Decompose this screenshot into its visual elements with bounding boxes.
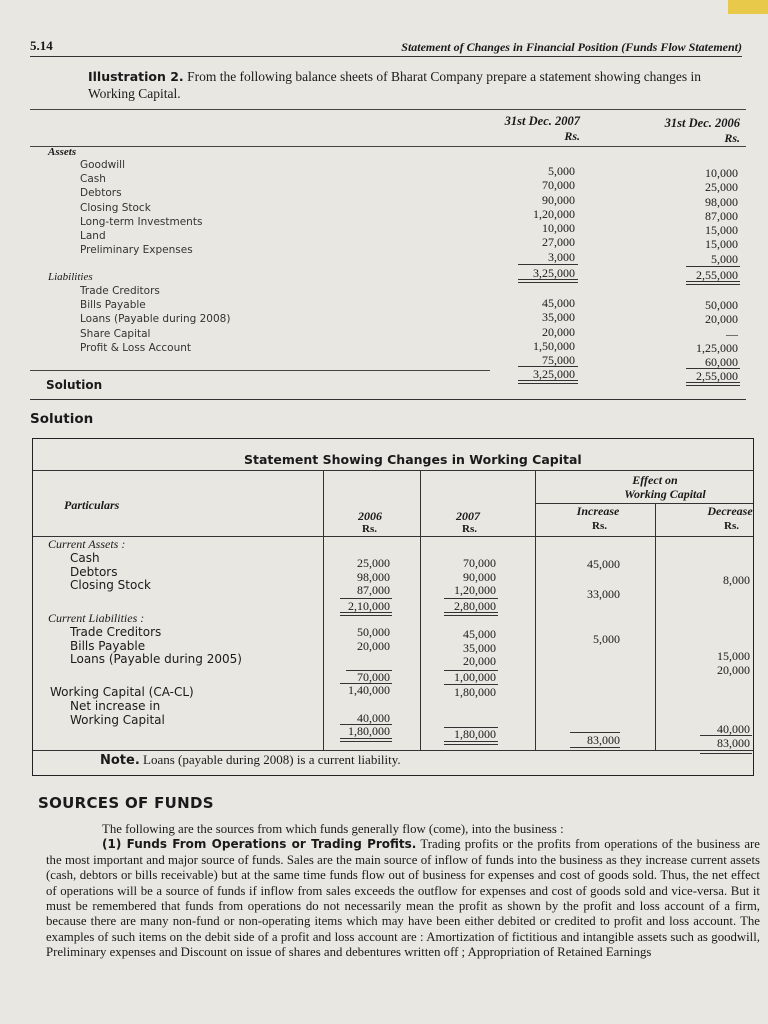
assets-2006-values: [650, 166, 738, 266]
asset-value-2006: 15,000: [705, 223, 738, 238]
liabilities-2006-values: [650, 298, 738, 369]
current-asset-name: Closing Stock: [70, 578, 151, 592]
liabilities-list: [80, 284, 230, 355]
liability-value-2007: 35,000: [542, 310, 575, 325]
final-2007: 1,80,000: [454, 727, 496, 741]
point-1-body: Trading profits or the profits from operations of the business are the most important and major source of funds. Sales are the main source of inflow of funds into the business as they increase current assets (cash, debtors or bills receivable) but at the same time funds flow out of business for expenses and cost of goods sold. Thus, the net effect of operations will be a source of funds if inflow from sales exceeds the outflow for expenses and cost of goods sold and vice-versa. But it must be remembered that funds from operations do not necessarily mean the profit as shown by the profit and loss account of a firm, because there are many non-fund or non-operating items which may have been either debited or credited to profit and loss account. The examples of such items on the debit side of a profit and loss account are : Amortization of fictitious and intangible assets such as goodwill, Preliminary expenses and Discount on issue of shares and debentures written off ; Appropriation of Retained Earnings: [46, 837, 760, 960]
current-asset-2006: 25,000: [357, 556, 390, 570]
col-2007-head: 2007: [456, 509, 480, 523]
asset-value-2006: 98,000: [705, 194, 738, 209]
ca-total-2007: 2,80,000: [454, 599, 496, 613]
net-increase-label-2: Working Capital: [70, 713, 165, 727]
current-liability-2006: [330, 653, 390, 667]
asset-name: Goodwill: [80, 159, 125, 171]
wc-2007: 1,80,000: [454, 685, 496, 699]
bs-col-2006-head: 31st Dec. 2006 Rs.: [664, 116, 740, 145]
asset-value-2006: 5,000: [711, 251, 738, 266]
wc-2006: 1,40,000: [348, 683, 390, 697]
page-number: 5.14: [30, 38, 53, 53]
particulars-head: Particulars: [64, 498, 120, 512]
liabilities-2007-values: [490, 296, 575, 367]
asset-value-2006: 87,000: [705, 208, 738, 223]
cl-2006-values: [330, 626, 390, 667]
liability-value-2006: 60,000: [705, 355, 738, 370]
working-capital-head: Working Capital: [624, 487, 706, 501]
working-capital-label: Working Capital (CA-CL): [50, 685, 194, 699]
asset-value-2007: 70,000: [542, 178, 575, 193]
cl-total-2006: 70,000: [357, 670, 390, 684]
point-1-heading: (1) Funds From Operations or Trading Profits.: [102, 837, 417, 852]
liabilities-total-2006: 2,55,000: [696, 369, 738, 383]
current-asset-2006: 87,000: [357, 583, 390, 597]
current-liability-2006: 50,000: [357, 625, 390, 639]
cl-total-2007: 1,00,000: [454, 670, 496, 684]
assets-list: [80, 158, 202, 257]
current-assets-label: Current Assets :: [48, 537, 126, 551]
bs-col-2007-head: 31st Dec. 2007 Rs.: [504, 114, 580, 143]
asset-value-2007: 90,000: [542, 192, 575, 207]
bills-decrease: 15,000: [717, 649, 750, 663]
liability-value-2006: 50,000: [705, 298, 738, 312]
balance-sheet-head-rule: [30, 146, 746, 147]
liability-value-2006: 20,000: [705, 312, 738, 327]
ca-total-2006: 2,10,000: [348, 599, 390, 613]
assets-2007-rule: [518, 264, 578, 265]
asset-name: Land: [80, 230, 106, 243]
current-liabilities-names: [70, 626, 242, 667]
asset-name: Debtors: [80, 187, 122, 200]
assets-total-2007: 3,25,000: [533, 266, 575, 280]
liabilities-label: Liabilities: [48, 271, 93, 283]
liability-name: Share Capital: [80, 327, 151, 340]
ca-2007-values: [432, 557, 496, 598]
asset-name: Long-term Investments: [80, 215, 203, 228]
current-liabilities-label: Current Liabilities :: [48, 611, 145, 625]
liability-name: Profit & Loss Account: [80, 341, 192, 354]
current-liability-name: Bills Payable: [70, 638, 146, 653]
asset-value-2006: 15,000: [705, 237, 738, 252]
liabilities-total-2007: 3,25,000: [533, 367, 575, 381]
current-liability-2007: 35,000: [463, 640, 496, 655]
net-increase-decrease: 40,000: [717, 722, 750, 736]
asset-value-2007: 10,000: [542, 221, 575, 236]
net-increase-2006: 40,000: [357, 711, 390, 725]
final-2006: 1,80,000: [348, 724, 390, 738]
current-asset-2007: 70,000: [463, 556, 496, 570]
running-header: [30, 34, 742, 57]
running-title: Statement of Changes in Financial Position (Funds Flow Statement): [401, 40, 742, 54]
liability-name: Loans (Payable during 2008): [80, 313, 231, 326]
asset-value-2007: 27,000: [542, 235, 575, 250]
liability-name: Bills Payable: [80, 299, 146, 312]
cash-increase: 45,000: [587, 557, 620, 571]
note-text: Loans (payable during 2008) is a current liability.: [143, 752, 401, 767]
asset-value-2006: 25,000: [705, 180, 738, 195]
decrease-head: Decrease: [707, 504, 753, 518]
solution-heading: Solution: [30, 411, 94, 427]
final-decrease: 83,000: [717, 736, 750, 750]
assets-2007-values: [490, 164, 575, 264]
stock-increase: 33,000: [587, 587, 620, 601]
cl-2007-values: [432, 628, 496, 669]
effect-head: Effect on: [632, 473, 678, 487]
current-liability-2007: 20,000: [463, 654, 496, 668]
debtors-decrease: 8,000: [723, 573, 750, 587]
current-asset-2007: 1,20,000: [454, 583, 496, 597]
statement-note: [100, 752, 401, 768]
asset-value-2006: 10,000: [705, 166, 738, 180]
current-asset-name: Debtors: [70, 564, 118, 579]
balance-sheet-bottom-rule: [30, 399, 746, 400]
sources-point-1: [46, 837, 760, 960]
sources-intro: The following are the sources from which funds generally flow (come), into the business :: [102, 822, 564, 836]
liability-value-2007: 20,000: [542, 324, 575, 339]
illustration-text: [30, 68, 742, 102]
liability-value-2006: —: [726, 326, 738, 341]
current-liability-name: Trade Creditors: [70, 625, 162, 639]
sources-of-funds-heading: SOURCES OF FUNDS: [38, 794, 214, 812]
current-assets-names: [70, 552, 151, 593]
note-label: Note.: [100, 753, 140, 768]
balance-sheet-top-rule: [30, 109, 746, 110]
ca-2006-values: [330, 557, 390, 598]
statement-title: Statement Showing Changes in Working Capital: [244, 452, 582, 467]
current-liability-2007: 45,000: [463, 627, 496, 641]
asset-name: Closing Stock: [80, 201, 151, 214]
book-page: 5.14 Statement of Changes in Financial Position (Funds Flow Statement) Illustration 2. From the following balance sheets of Bharat Company prepare a statement showing changes in Working Capital. 31st Dec. 2007 Rs. 31st Dec. 2006 Rs. Assets Goodwill Cash Debtors Closing Stock Long-term Investments Land Preliminary Expenses 5,000 70,000 90,000 1,20,000 10,000 27,000 3,000 10,000 25,000 98,000 87,000 15,000 15,000 5,000 3,25,000 2,55,000 Liabilities Trade Creditors Bills Payable Loans (Payable during 2008) Share Capital Profit & Loss Account 45,000 35,000 20,000 1,50,000 75,000 50,000 20,000 — 1,25,000 60,000 3,25,000 2,55,000 Solution Solution Statement Showing Changes in Working Capital Particulars 2006 Rs. 2007 Rs. Effect on Working Capital Increase Rs. Decrease Rs. Current Assets : Cash Debtors Closing Stock 25,000 98,000 87,000 70,000 90,000 1,20,000 45,000 8,000 33,000 2,10,000 2,80,000 Current Liabilities : Trade Creditors Bills Payable Loans (Payable during 2005) 50,000 20,000 45,000 35,000 20,000 5,000 15,000 20,000 70,000 1,00,000 Working Capital (CA-CL) 1,40,000 1,80,000 Net increase in Working Capital 40,000 1,80,000 40,000 1,80,000 83,000 83,000 Note. Loans (payable during 2008) is a current liability. SOURCES OF FUNDS The following are the sources from which funds generally flow (come), into the business : (1) Funds From Operations or Trading Profits. Trading profits or the profits from operations of the business are the most important and major source of funds. Sales are the main source of inflow of funds into the business as they increase current assets (cash, debtors or bills receivable) but at the same time funds flow out of business for expenses and cost of goods sold. Thus, the net effect of operations will be a source of funds if inflow from sales exceeds the outflow for expenses and cost of goods sold and vice-versa. But it must be remembered that funds from operations do not necessarily mean the profit as shown by the profit and loss account of a firm, because there are many non-fund or non-operating items which may have been either debited or credited to profit and loss account. The examples of such items on the debit side of a profit and loss account are : Amortization of fictitious and intangible assets such as goodwill, Preliminary expenses and Discount on issue of shares and debentures written off ; Appropriation of Retained Earnings: [0, 0, 768, 1024]
liability-name: Trade Creditors: [80, 285, 160, 297]
liability-value-2007: 1,50,000: [533, 338, 575, 353]
current-liability-2006: 20,000: [357, 638, 390, 653]
sources-paragraph: [46, 822, 760, 961]
asset-name: Cash: [80, 173, 106, 186]
current-asset-2006: 98,000: [357, 569, 390, 584]
liability-value-2007: 75,000: [542, 353, 575, 368]
asset-name: Preliminary Expenses: [80, 244, 193, 257]
current-asset-name: Cash: [70, 551, 100, 565]
illustration-body: From the following balance sheets of Bharat Company prepare a statement showing changes in Working Capital.: [88, 69, 702, 101]
increase-head: Increase: [576, 504, 620, 518]
current-asset-2007: 90,000: [463, 569, 496, 584]
col-2006-head: 2006: [358, 509, 382, 523]
asset-value-2007: 5,000: [548, 164, 575, 178]
page-corner-tab: [728, 0, 768, 14]
assets-total-2006: 2,55,000: [696, 268, 738, 282]
assets-label: Assets: [48, 146, 77, 158]
asset-value-2007: 1,20,000: [533, 206, 575, 221]
final-increase: 83,000: [587, 733, 620, 747]
illustration-label: Illustration 2.: [88, 69, 184, 84]
current-liability-name: Loans (Payable during 2005): [70, 652, 242, 666]
asset-value-2007: 3,000: [548, 249, 575, 264]
liability-value-2007: 45,000: [542, 296, 575, 310]
net-increase-label: Net increase in: [70, 699, 161, 713]
liability-value-2006: 1,25,000: [696, 340, 738, 355]
loans-decrease: 20,000: [717, 663, 750, 677]
solution-label-small: Solution: [46, 378, 103, 392]
creditors-increase: 5,000: [593, 632, 620, 646]
